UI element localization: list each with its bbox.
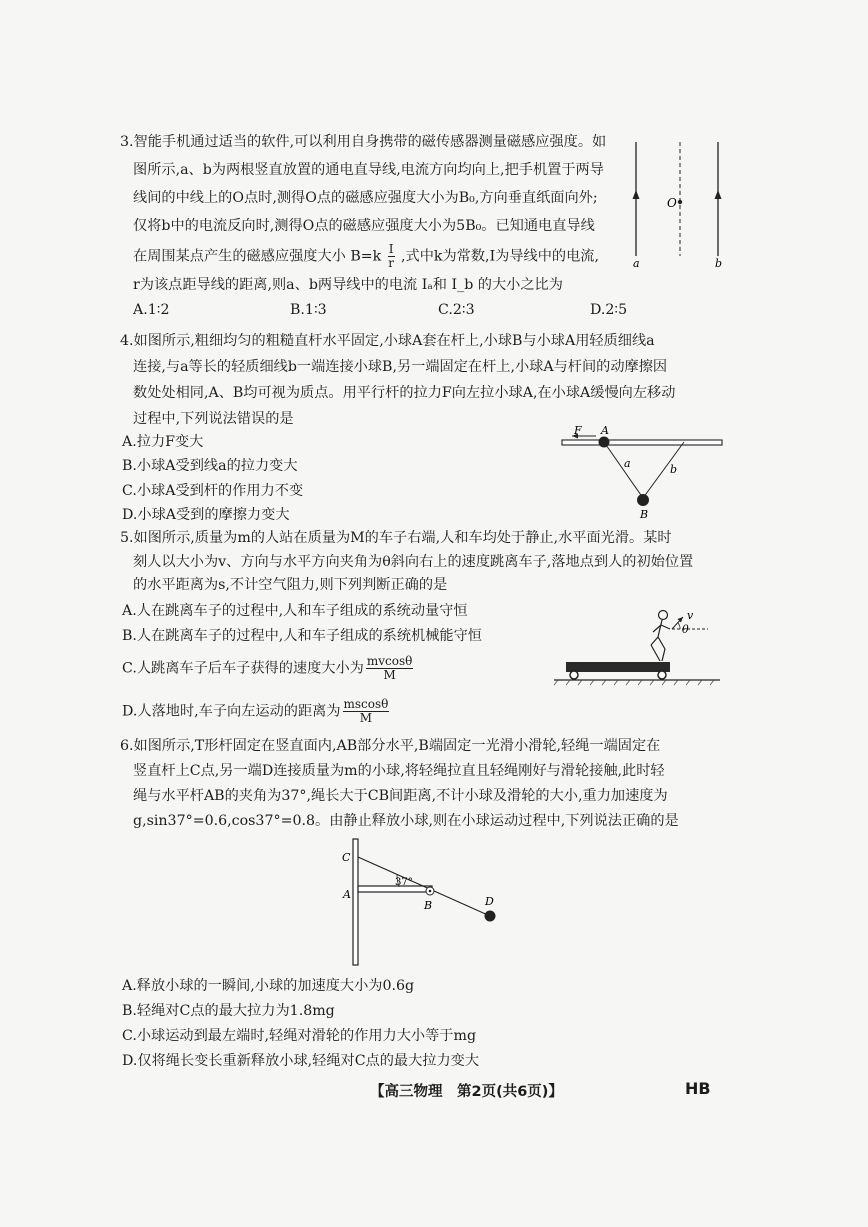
q4-option-b: B.小球A受到线a的拉力变大 [122,458,298,474]
q5-option-c-fraction [366,655,414,682]
q5-line-1: 5.如图所示,质量为m的人站在质量为M的车子右端,人和车均处于静止,水平面光滑。某时 [120,530,672,546]
q5-option-d-text: D.人落地时,车子向左运动的距离为 [122,703,341,720]
q5-option-c-text: C.人跳离车子后车子获得的速度大小为 [122,660,364,677]
q6-option-a: A.释放小球的一瞬间,小球的加速度大小为0.6g [122,978,415,994]
q3-wires-figure [620,138,730,273]
q5-c-num: mvcosθ [366,654,413,668]
q6-option-c: C.小球运动到最左端时,轻绳对滑轮的作用力大小等于mg [122,1028,477,1044]
q4-line-3: 数处处相同,A、B均可视为质点。用平行杆的拉力F向左拉小球A,在小球A缓慢向左移动 [133,385,676,401]
q4-label-ball-b: B [640,508,649,520]
q3-frac-num: I [388,242,394,256]
q3-option-d: D.2∶5 [590,302,628,318]
q6-label-c: C [342,851,351,864]
q5-option-d [122,698,391,725]
q5-line-2: 刻人以大小为v、方向与水平方向夹角为θ斜向右上的速度跳离车子,落地点到人的初始位置 [133,554,694,570]
q6-option-d: D.仅将绳长变长重新释放小球,轻绳对C点的最大拉力变大 [122,1053,480,1069]
q5-d-num: mscosθ [343,697,389,711]
q5-option-a: A.人在跳离车子的过程中,人和车子组成的系统动量守恒 [122,603,468,619]
q6-option-b: B.轻绳对C点的最大拉力为1.8mg [122,1003,335,1019]
q5-line-3: 的水平距离为s,不计空气阻力,则下列判断正确的是 [133,577,448,593]
q3-line-2: 图所示,a、b为两根竖直放置的通电直导线,电流方向均向上,把手机置于两导 [133,162,604,178]
q6-label-b: B [424,899,433,912]
q4-line-1: 4.如图所示,粗细均匀的粗糙直杆水平固定,小球A套在杆上,小球B与小球A用轻质细线a [120,333,655,349]
q4-option-d: D.小球A受到的摩擦力变大 [122,507,290,523]
page-footer: 【高三物理 第2页(共6页)】 [370,1084,563,1100]
q6-line-2: 竖直杆上C点,另一端D连接质量为m的小球,将轻绳拉直且轻绳刚好与滑轮接触,此时轻 [133,763,665,779]
q5-label-theta: θ [682,623,689,636]
q4-line-4: 过程中,下列说法错误的是 [133,411,294,427]
q5-label-v: v [687,609,694,622]
q3-line-6: r为该点距导线的距离,则a、b两导线中的电流 Iₐ和 I_b 的大小之比为 [133,277,563,293]
q4-label-line-b: b [670,463,678,476]
q4-option-a: A.拉力F变大 [122,434,204,450]
q6-line-1: 6.如图所示,T形杆固定在竖直面内,AB部分水平,B端固定一光滑小滑轮,轻绳一端固定在 [120,738,661,754]
q4-label-line-a: a [624,457,631,470]
q5-option-d-fraction [343,698,390,725]
q3-option-c: C.2∶3 [438,302,475,318]
paper-code: HB [685,1079,711,1098]
q3-line-1: 3.智能手机通过适当的软件,可以利用自身携带的磁传感器测量磁感应强度。如 [120,134,607,150]
q3-fraction [388,243,395,270]
q4-label-ball-a: A [601,424,609,437]
q4-line-2: 连接,与a等长的轻质细线b一端连接小球B,另一端固定在杆上,小球A与杆间的动摩擦因 [133,359,668,375]
q5-option-c [122,655,415,682]
q3-label-b: b [715,257,723,270]
q3-formula-rest: ,式中k为常数,I为导线中的电流, [401,248,599,265]
q3-line-5 [133,243,599,270]
q3-formula-text: 在周围某点产生的磁感应强度大小 B=k [133,248,382,265]
q4-rod-figure [560,420,730,520]
q4-label-f: F [574,424,582,437]
q5-option-b: B.人在跳离车子的过程中,人和车子组成的系统机械能守恒 [122,628,482,644]
q6-label-d: D [485,895,494,908]
q6-label-angle: 37° [395,877,413,888]
q3-frac-den: r [388,256,394,270]
q3-line-3: 线间的中线上的O点时,测得O点的磁感应强度大小为B₀,方向垂直纸面向外; [133,190,598,206]
q3-option-b: B.1∶3 [290,302,327,318]
q3-line-4: 仅将b中的电流反向时,测得O点的磁感应强度大小为5B₀。已知通电直导线 [133,218,595,234]
q5-cart-figure [550,605,730,690]
q5-c-den: M [383,668,396,682]
q6-line-3: 绳与水平杆AB的夹角为37°,绳长大于CB间距离,不计小球及滑轮的大小,重力加速度为 [133,788,668,804]
q6-tbar-figure [335,835,505,970]
q4-option-c: C.小球A受到杆的作用力不变 [122,483,304,499]
q6-label-a: A [343,888,351,901]
q3-label-o: O [667,196,677,210]
q3-option-a: A.1∶2 [133,302,170,318]
q3-label-a: a [633,257,640,270]
q6-line-4: g,sin37°=0.6,cos37°=0.8。由静止释放小球,则在小球运动过程中,下列说法正确的是 [133,813,679,829]
q5-d-den: M [359,711,373,725]
